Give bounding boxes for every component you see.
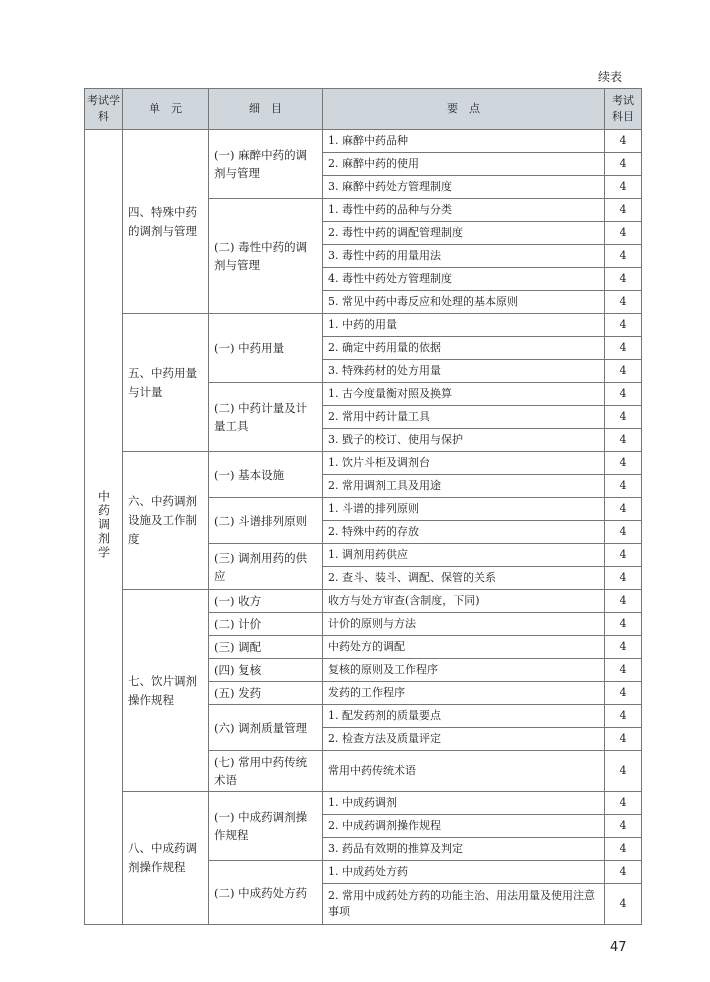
point-cell: 1. 毒性中药的品种与分类	[323, 199, 605, 222]
unit-cell: 七、饮片调剂操作规程	[123, 590, 209, 792]
level-cell: 4	[605, 815, 642, 838]
point-cell: 1. 古今度量衡对照及换算	[323, 383, 605, 406]
detail-cell: (一) 收方	[209, 590, 323, 613]
point-cell: 2. 检查方法及质量评定	[323, 728, 605, 751]
level-cell: 4	[605, 314, 642, 337]
detail-cell: (一) 中成药调剂操作规程	[209, 792, 323, 861]
level-cell: 4	[605, 636, 642, 659]
detail-cell: (七) 常用中药传统术语	[209, 751, 323, 792]
header-detail: 细 目	[209, 89, 323, 130]
subject-name: 中药调剂学	[96, 489, 111, 560]
header-point: 要 点	[323, 89, 605, 130]
level-cell: 4	[605, 406, 642, 429]
level-cell: 4	[605, 429, 642, 452]
level-cell: 4	[605, 567, 642, 590]
level-cell: 4	[605, 705, 642, 728]
detail-cell: (二) 中成药处方药	[209, 861, 323, 925]
detail-cell: (四) 复核	[209, 659, 323, 682]
point-cell: 常用中药传统术语	[323, 751, 605, 792]
level-cell: 4	[605, 222, 642, 245]
detail-cell: (二) 毒性中药的调剂与管理	[209, 199, 323, 314]
unit-cell: 四、特殊中药的调剂与管理	[123, 130, 209, 314]
level-cell: 4	[605, 452, 642, 475]
point-cell: 3. 药品有效期的推算及判定	[323, 838, 605, 861]
level-cell: 4	[605, 475, 642, 498]
syllabus-table	[84, 88, 642, 925]
table-row	[85, 792, 642, 815]
level-cell: 4	[605, 682, 642, 705]
point-cell: 2. 毒性中药的调配管理制度	[323, 222, 605, 245]
detail-cell: (三) 调配	[209, 636, 323, 659]
point-cell: 2. 常用调剂工具及用途	[323, 475, 605, 498]
level-cell: 4	[605, 130, 642, 153]
level-cell: 4	[605, 861, 642, 884]
subject-cell	[85, 130, 123, 925]
header-unit: 单 元	[123, 89, 209, 130]
point-cell: 2. 查斗、装斗、调配、保管的关系	[323, 567, 605, 590]
level-cell: 4	[605, 383, 642, 406]
level-cell: 4	[605, 884, 642, 925]
level-cell: 4	[605, 199, 642, 222]
point-cell: 2. 麻醉中药的使用	[323, 153, 605, 176]
level-cell: 4	[605, 268, 642, 291]
table-row	[85, 314, 642, 337]
level-cell: 4	[605, 728, 642, 751]
level-cell: 4	[605, 838, 642, 861]
unit-cell: 五、中药用量与计量	[123, 314, 209, 452]
point-cell: 1. 饮片斗柜及调剂台	[323, 452, 605, 475]
table-row	[85, 130, 642, 153]
level-cell: 4	[605, 176, 642, 199]
point-cell: 2. 常用中药计量工具	[323, 406, 605, 429]
level-cell: 4	[605, 590, 642, 613]
point-cell: 1. 中成药处方药	[323, 861, 605, 884]
level-cell: 4	[605, 360, 642, 383]
detail-cell: (一) 基本设施	[209, 452, 323, 498]
point-cell: 1. 麻醉中药品种	[323, 130, 605, 153]
table-header-row	[85, 89, 642, 130]
point-cell: 中药处方的调配	[323, 636, 605, 659]
point-cell: 5. 常见中药中毒反应和处理的基本原则	[323, 291, 605, 314]
level-cell: 4	[605, 751, 642, 792]
point-cell: 复核的原则及工作程序	[323, 659, 605, 682]
level-cell: 4	[605, 498, 642, 521]
point-cell: 3. 麻醉中药处方管理制度	[323, 176, 605, 199]
page-number: 47	[610, 940, 627, 955]
detail-cell: (六) 调剂质量管理	[209, 705, 323, 751]
header-subject: 考试学科	[85, 89, 123, 130]
point-cell: 4. 毒性中药处方管理制度	[323, 268, 605, 291]
level-cell: 4	[605, 291, 642, 314]
level-cell: 4	[605, 337, 642, 360]
detail-cell: (二) 计价	[209, 613, 323, 636]
point-cell: 3. 毒性中药的用量用法	[323, 245, 605, 268]
point-cell: 1. 配发药剂的质量要点	[323, 705, 605, 728]
point-cell: 2. 常用中成药处方药的功能主治、用法用量及使用注意事项	[323, 884, 605, 925]
unit-cell: 八、中成药调剂操作规程	[123, 792, 209, 925]
header-level: 考试科目	[605, 89, 642, 130]
point-cell: 1. 中药的用量	[323, 314, 605, 337]
level-cell: 4	[605, 613, 642, 636]
unit-cell: 六、中药调剂设施及工作制度	[123, 452, 209, 590]
point-cell: 1. 斗谱的排列原则	[323, 498, 605, 521]
detail-cell: (五) 发药	[209, 682, 323, 705]
level-cell: 4	[605, 153, 642, 176]
detail-cell: (二) 中药计量及计量工具	[209, 383, 323, 452]
point-cell: 2. 确定中药用量的依据	[323, 337, 605, 360]
level-cell: 4	[605, 521, 642, 544]
point-cell: 1. 中成药调剂	[323, 792, 605, 815]
point-cell: 发药的工作程序	[323, 682, 605, 705]
table-row	[85, 452, 642, 475]
point-cell: 1. 调剂用药供应	[323, 544, 605, 567]
point-cell: 3. 特殊药材的处方用量	[323, 360, 605, 383]
continued-label: 续表	[598, 70, 623, 84]
detail-cell: (一) 中药用量	[209, 314, 323, 383]
detail-cell: (一) 麻醉中药的调剂与管理	[209, 130, 323, 199]
detail-cell: (二) 斗谱排列原则	[209, 498, 323, 544]
point-cell: 3. 戥子的校订、使用与保护	[323, 429, 605, 452]
level-cell: 4	[605, 544, 642, 567]
detail-cell: (三) 调剂用药的供应	[209, 544, 323, 590]
point-cell: 2. 特殊中药的存放	[323, 521, 605, 544]
point-cell: 2. 中成药调剂操作规程	[323, 815, 605, 838]
level-cell: 4	[605, 659, 642, 682]
point-cell: 计价的原则与方法	[323, 613, 605, 636]
table-row	[85, 590, 642, 613]
point-cell: 收方与处方审查(含制度，下同)	[323, 590, 605, 613]
level-cell: 4	[605, 245, 642, 268]
level-cell: 4	[605, 792, 642, 815]
